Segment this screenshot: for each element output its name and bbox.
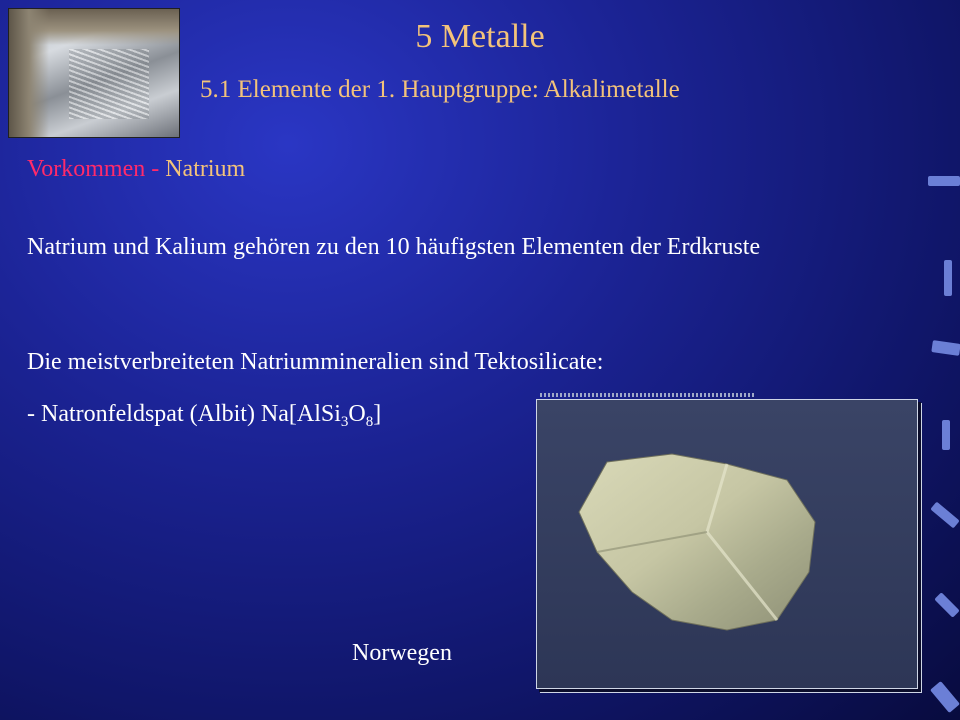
decor-bar bbox=[928, 176, 960, 186]
decor-bar bbox=[944, 260, 952, 296]
section-separator: - bbox=[145, 156, 166, 182]
section-label: Vorkommen bbox=[27, 156, 146, 182]
photo-caption: Norwegen bbox=[352, 640, 452, 666]
decor-bar bbox=[930, 681, 960, 713]
mineral-mid: O bbox=[348, 401, 366, 427]
decor-bar bbox=[934, 592, 959, 617]
subscript-3: 3 bbox=[340, 414, 349, 430]
decor-bar bbox=[930, 502, 959, 529]
subscript-8: 8 bbox=[365, 414, 374, 430]
decor-bar bbox=[931, 340, 960, 356]
mineral-prefix: - Natronfeldspat (Albit) Na[AlSi bbox=[27, 401, 341, 427]
section-heading bbox=[27, 156, 245, 183]
photo-metal-surface bbox=[69, 49, 149, 119]
section-element: Natrium bbox=[165, 156, 246, 182]
slide-subtitle: 5.1 Elemente der 1. Hauptgruppe: Alkalimetalle bbox=[200, 76, 680, 103]
albite-rock-icon bbox=[577, 452, 817, 632]
slide-title: 5 Metalle bbox=[415, 18, 545, 55]
paragraph-minerals: Die meistverbreiteten Natriummineralien sind Tektosilicate: bbox=[27, 349, 604, 375]
paragraph-abundance: Natrium und Kalium gehören zu den 10 häufigsten Elementen der Erdkruste bbox=[27, 234, 761, 260]
decor-bar bbox=[942, 420, 950, 450]
mineral-list-item bbox=[27, 396, 381, 432]
dotted-line bbox=[540, 393, 756, 397]
mineral-suffix: ] bbox=[373, 401, 382, 427]
albite-mineral-photo bbox=[536, 399, 918, 689]
